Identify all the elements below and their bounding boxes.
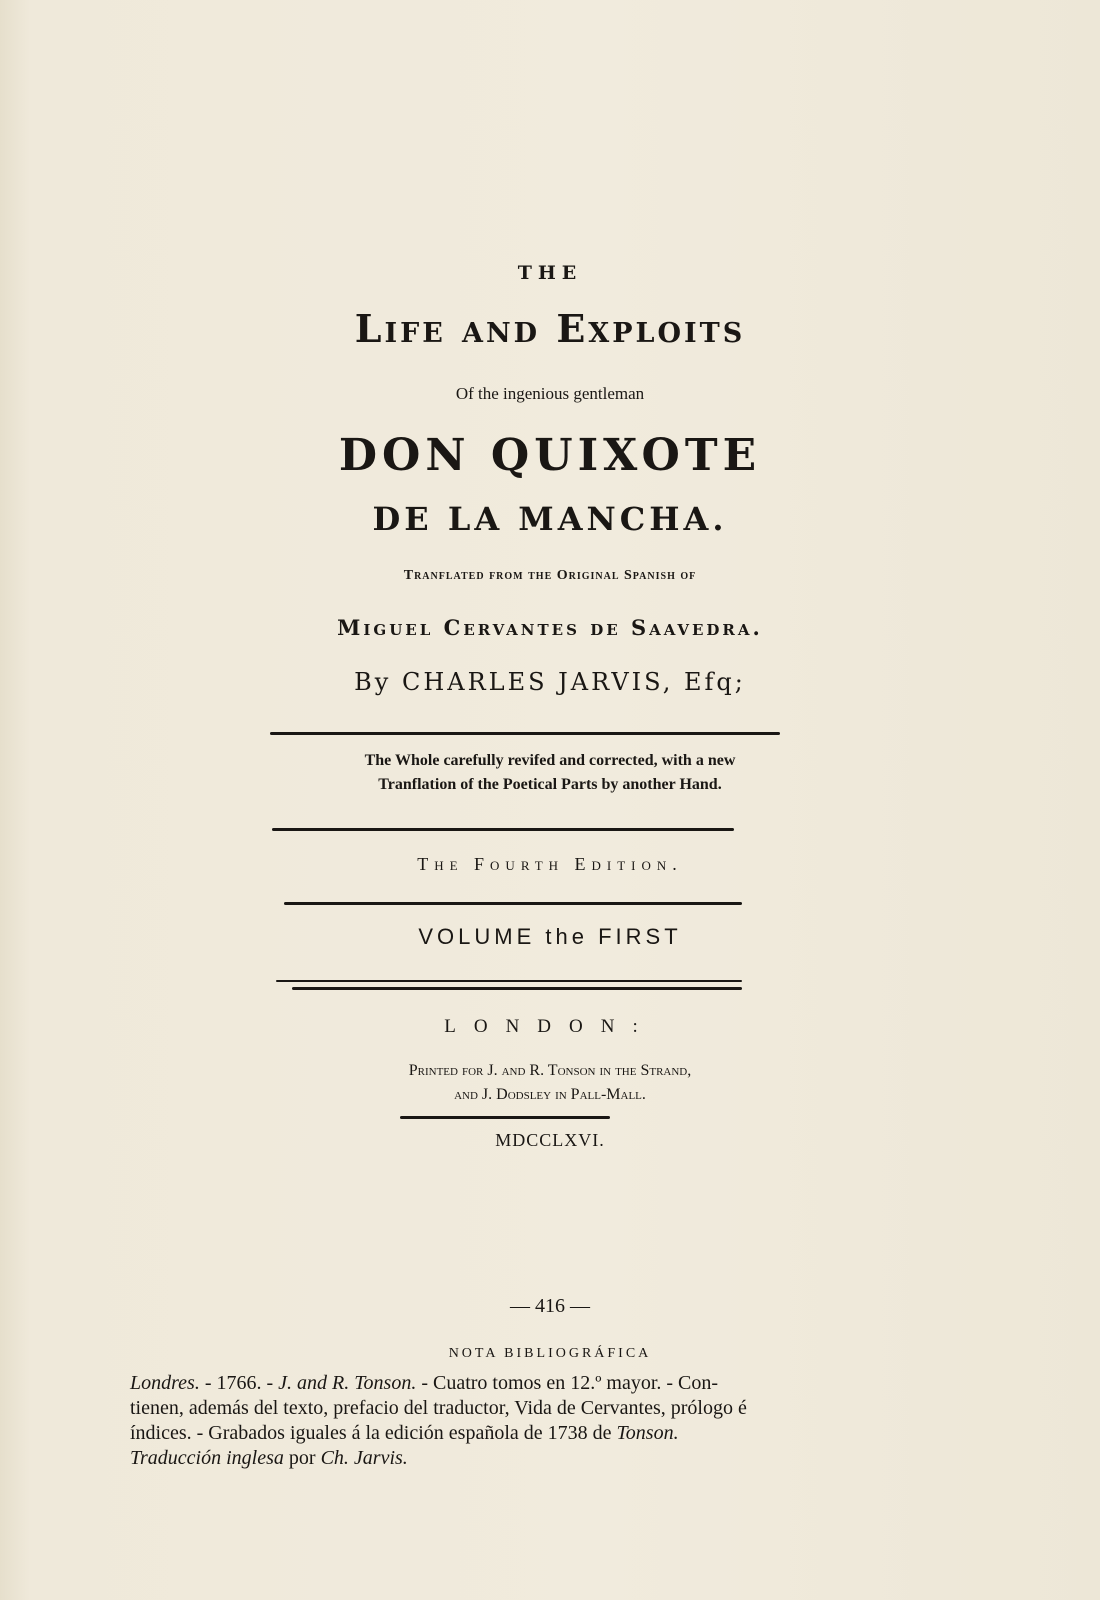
nota-line-2: tienen, además del texto, prefacio del traductor, Vida de Cervantes, prólogo é xyxy=(130,1397,747,1419)
divider-rule xyxy=(292,987,742,990)
nota-city: Londres. xyxy=(130,1372,200,1394)
revision-note-line-1: The Whole carefully revifed and corrected, with a new xyxy=(364,752,736,769)
imprint-line-2: and J. Dodsley in Pall-Mall. xyxy=(454,1086,646,1103)
nota-description: - Cuatro tomos en 12.º mayor. - Con- xyxy=(416,1372,719,1394)
title-don-quixote: DON QUIXOTE xyxy=(338,430,762,481)
nota-year: - 1766. - xyxy=(199,1372,279,1394)
translator-line: By CHARLES JARVIS, Efq; xyxy=(354,668,746,696)
nota-tonson: Tonson. xyxy=(616,1422,679,1444)
subtitle-gentleman: Of the ingenious gentleman xyxy=(455,384,645,403)
edition-line: The Fourth Edition. xyxy=(417,854,683,874)
nota-line-4 xyxy=(130,1447,970,1470)
nota-line-3 xyxy=(130,1422,970,1445)
page-number: — 416 — xyxy=(510,1295,590,1317)
translated-from-line: Tranflated from the Original Spanish of xyxy=(403,568,697,583)
title-the: THE xyxy=(517,262,583,284)
imprint-line-1: Printed for J. and R. Tonson in the Strand, xyxy=(408,1062,692,1079)
nota-translator: Ch. Jarvis. xyxy=(320,1447,408,1469)
divider-rule xyxy=(400,1116,610,1119)
author-name: Miguel Cervantes de Saavedra. xyxy=(337,615,763,640)
nota-line-1 xyxy=(130,1372,970,1395)
revision-note-line-2: Tranflation of the Poetical Parts by another Hand. xyxy=(378,776,722,793)
nota-translation: Traducción inglesa xyxy=(130,1447,284,1469)
volume-line: VOLUME the FIRST xyxy=(418,924,682,949)
nota-por: por xyxy=(283,1447,321,1469)
title-de-la-mancha: DE LA MANCHA. xyxy=(372,500,728,538)
nota-heading: NOTA BIBLIOGRÁFICA xyxy=(448,1346,652,1361)
title-life-and-exploits: Life and Exploits xyxy=(354,306,746,351)
imprint-city: LONDON: xyxy=(444,1016,656,1037)
divider-rule xyxy=(276,980,742,982)
divider-rule xyxy=(272,828,734,831)
divider-rule xyxy=(270,732,780,735)
imprint-year: MDCCLXVI. xyxy=(495,1130,605,1150)
divider-rule xyxy=(284,902,742,905)
nota-engravings: índices. - Grabados iguales á la edición española de 1738 de xyxy=(130,1422,617,1444)
nota-printer: J. and R. Tonson. xyxy=(278,1372,417,1394)
